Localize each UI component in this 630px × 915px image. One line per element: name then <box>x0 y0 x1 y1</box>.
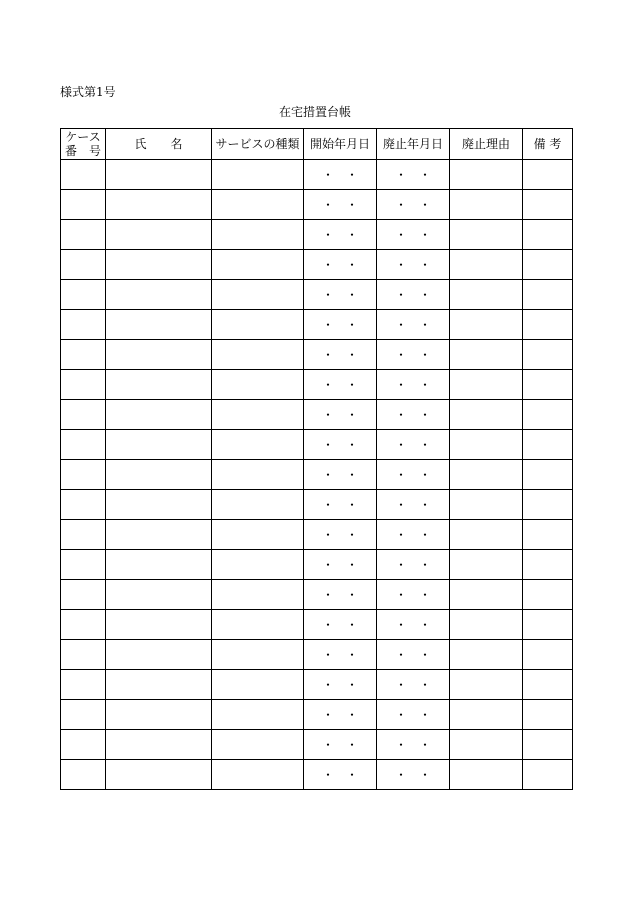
cell-remarks <box>523 730 573 760</box>
cell-end-date: ・ ・ <box>377 700 450 730</box>
cell-remarks <box>523 370 573 400</box>
cell-remarks <box>523 490 573 520</box>
table-row <box>61 280 573 310</box>
cell-start-date: ・ ・ <box>304 370 377 400</box>
table-row <box>61 310 573 340</box>
cell-start-date: ・ ・ <box>304 520 377 550</box>
table-row <box>61 370 573 400</box>
cell-start-date: ・ ・ <box>304 430 377 460</box>
table-body <box>61 160 573 790</box>
cell-end-date: ・ ・ <box>377 460 450 490</box>
table-header <box>61 129 573 160</box>
cell-start-date: ・ ・ <box>304 460 377 490</box>
cell-end-date: ・ ・ <box>377 520 450 550</box>
cell-end-reason <box>450 160 523 190</box>
table-row <box>61 640 573 670</box>
cell-end-reason <box>450 490 523 520</box>
cell-end-date: ・ ・ <box>377 190 450 220</box>
header-start-date: 開始年月日 <box>304 129 377 160</box>
table-row <box>61 550 573 580</box>
table-row <box>61 490 573 520</box>
form-number: 様式第1号 <box>60 85 116 99</box>
cell-start-date: ・ ・ <box>304 400 377 430</box>
cell-name <box>106 280 212 310</box>
cell-case-number <box>61 760 106 790</box>
register-table <box>60 128 573 790</box>
cell-name <box>106 520 212 550</box>
table-row <box>61 760 573 790</box>
cell-end-reason <box>450 370 523 400</box>
cell-remarks <box>523 250 573 280</box>
cell-name <box>106 250 212 280</box>
cell-case-number <box>61 700 106 730</box>
cell-case-number <box>61 580 106 610</box>
cell-end-date: ・ ・ <box>377 250 450 280</box>
cell-start-date: ・ ・ <box>304 280 377 310</box>
cell-start-date: ・ ・ <box>304 250 377 280</box>
cell-service-type <box>212 760 304 790</box>
cell-remarks <box>523 460 573 490</box>
cell-case-number <box>61 310 106 340</box>
cell-start-date: ・ ・ <box>304 760 377 790</box>
cell-end-reason <box>450 700 523 730</box>
cell-start-date: ・ ・ <box>304 610 377 640</box>
cell-service-type <box>212 610 304 640</box>
cell-case-number <box>61 250 106 280</box>
cell-end-reason <box>450 760 523 790</box>
cell-case-number <box>61 730 106 760</box>
cell-start-date: ・ ・ <box>304 580 377 610</box>
cell-remarks <box>523 430 573 460</box>
cell-end-reason <box>450 580 523 610</box>
cell-end-reason <box>450 520 523 550</box>
cell-service-type <box>212 190 304 220</box>
cell-remarks <box>523 760 573 790</box>
cell-name <box>106 340 212 370</box>
header-case-number-line2: 番 号 <box>64 144 101 158</box>
cell-remarks <box>523 340 573 370</box>
cell-name <box>106 670 212 700</box>
cell-end-date: ・ ・ <box>377 580 450 610</box>
cell-name <box>106 370 212 400</box>
cell-end-reason <box>450 280 523 310</box>
header-service-type: サービスの種類 <box>212 129 304 160</box>
cell-remarks <box>523 160 573 190</box>
cell-name <box>106 190 212 220</box>
cell-end-date: ・ ・ <box>377 640 450 670</box>
cell-end-date: ・ ・ <box>377 760 450 790</box>
header-row <box>61 129 573 160</box>
table-row <box>61 670 573 700</box>
cell-case-number <box>61 490 106 520</box>
cell-case-number <box>61 370 106 400</box>
cell-remarks <box>523 190 573 220</box>
cell-service-type <box>212 640 304 670</box>
cell-case-number <box>61 430 106 460</box>
cell-end-reason <box>450 730 523 760</box>
cell-service-type <box>212 700 304 730</box>
cell-end-date: ・ ・ <box>377 370 450 400</box>
cell-end-date: ・ ・ <box>377 430 450 460</box>
header-end-reason: 廃止理由 <box>450 129 523 160</box>
cell-name <box>106 310 212 340</box>
cell-end-reason <box>450 400 523 430</box>
cell-start-date: ・ ・ <box>304 220 377 250</box>
cell-start-date: ・ ・ <box>304 310 377 340</box>
cell-start-date: ・ ・ <box>304 190 377 220</box>
cell-remarks <box>523 640 573 670</box>
cell-service-type <box>212 460 304 490</box>
cell-case-number <box>61 340 106 370</box>
table-row <box>61 190 573 220</box>
cell-case-number <box>61 460 106 490</box>
cell-remarks <box>523 220 573 250</box>
header-case-number <box>61 129 106 160</box>
cell-case-number <box>61 610 106 640</box>
cell-service-type <box>212 340 304 370</box>
cell-case-number <box>61 640 106 670</box>
cell-case-number <box>61 520 106 550</box>
cell-remarks <box>523 670 573 700</box>
cell-remarks <box>523 280 573 310</box>
cell-case-number <box>61 550 106 580</box>
cell-end-reason <box>450 550 523 580</box>
cell-start-date: ・ ・ <box>304 550 377 580</box>
cell-service-type <box>212 370 304 400</box>
cell-end-reason <box>450 430 523 460</box>
cell-start-date: ・ ・ <box>304 670 377 700</box>
cell-end-date: ・ ・ <box>377 490 450 520</box>
cell-end-date: ・ ・ <box>377 340 450 370</box>
cell-name <box>106 760 212 790</box>
table-row <box>61 160 573 190</box>
table-row <box>61 340 573 370</box>
cell-service-type <box>212 730 304 760</box>
cell-service-type <box>212 280 304 310</box>
cell-remarks <box>523 550 573 580</box>
cell-remarks <box>523 400 573 430</box>
cell-name <box>106 610 212 640</box>
cell-name <box>106 460 212 490</box>
cell-remarks <box>523 700 573 730</box>
cell-end-date: ・ ・ <box>377 670 450 700</box>
cell-service-type <box>212 250 304 280</box>
cell-end-reason <box>450 310 523 340</box>
cell-end-date: ・ ・ <box>377 310 450 340</box>
cell-name <box>106 580 212 610</box>
cell-case-number <box>61 220 106 250</box>
cell-name <box>106 730 212 760</box>
cell-service-type <box>212 490 304 520</box>
cell-start-date: ・ ・ <box>304 160 377 190</box>
cell-service-type <box>212 400 304 430</box>
table-row <box>61 610 573 640</box>
cell-remarks <box>523 610 573 640</box>
page-title: 在宅措置台帳 <box>278 105 351 119</box>
header-remarks: 備 考 <box>523 129 573 160</box>
cell-end-date: ・ ・ <box>377 160 450 190</box>
cell-name <box>106 430 212 460</box>
cell-case-number <box>61 280 106 310</box>
cell-end-date: ・ ・ <box>377 280 450 310</box>
cell-name <box>106 640 212 670</box>
cell-remarks <box>523 520 573 550</box>
cell-start-date: ・ ・ <box>304 490 377 520</box>
cell-end-reason <box>450 250 523 280</box>
cell-end-date: ・ ・ <box>377 550 450 580</box>
cell-service-type <box>212 580 304 610</box>
cell-service-type <box>212 430 304 460</box>
header-name: 氏 名 <box>106 129 212 160</box>
cell-end-date: ・ ・ <box>377 730 450 760</box>
cell-service-type <box>212 670 304 700</box>
cell-name <box>106 220 212 250</box>
cell-service-type <box>212 220 304 250</box>
cell-case-number <box>61 190 106 220</box>
cell-name <box>106 490 212 520</box>
table-row <box>61 460 573 490</box>
table-row <box>61 400 573 430</box>
table-row <box>61 220 573 250</box>
table-row <box>61 430 573 460</box>
table-row <box>61 700 573 730</box>
cell-end-reason <box>450 670 523 700</box>
table-row <box>61 730 573 760</box>
cell-end-reason <box>450 640 523 670</box>
cell-service-type <box>212 160 304 190</box>
cell-end-reason <box>450 190 523 220</box>
cell-start-date: ・ ・ <box>304 730 377 760</box>
cell-service-type <box>212 310 304 340</box>
table-row <box>61 580 573 610</box>
table-row <box>61 250 573 280</box>
cell-case-number <box>61 670 106 700</box>
cell-start-date: ・ ・ <box>304 700 377 730</box>
cell-name <box>106 550 212 580</box>
cell-end-reason <box>450 460 523 490</box>
cell-end-reason <box>450 340 523 370</box>
cell-case-number <box>61 160 106 190</box>
cell-start-date: ・ ・ <box>304 640 377 670</box>
cell-start-date: ・ ・ <box>304 340 377 370</box>
header-case-number-line1: ケース <box>65 130 101 144</box>
header-end-date: 廃止年月日 <box>377 129 450 160</box>
cell-end-reason <box>450 220 523 250</box>
cell-case-number <box>61 400 106 430</box>
cell-service-type <box>212 550 304 580</box>
cell-end-date: ・ ・ <box>377 400 450 430</box>
cell-remarks <box>523 310 573 340</box>
cell-service-type <box>212 520 304 550</box>
cell-remarks <box>523 580 573 610</box>
cell-name <box>106 160 212 190</box>
cell-name <box>106 400 212 430</box>
cell-end-date: ・ ・ <box>377 610 450 640</box>
table-row <box>61 520 573 550</box>
cell-end-date: ・ ・ <box>377 220 450 250</box>
cell-end-reason <box>450 610 523 640</box>
cell-name <box>106 700 212 730</box>
